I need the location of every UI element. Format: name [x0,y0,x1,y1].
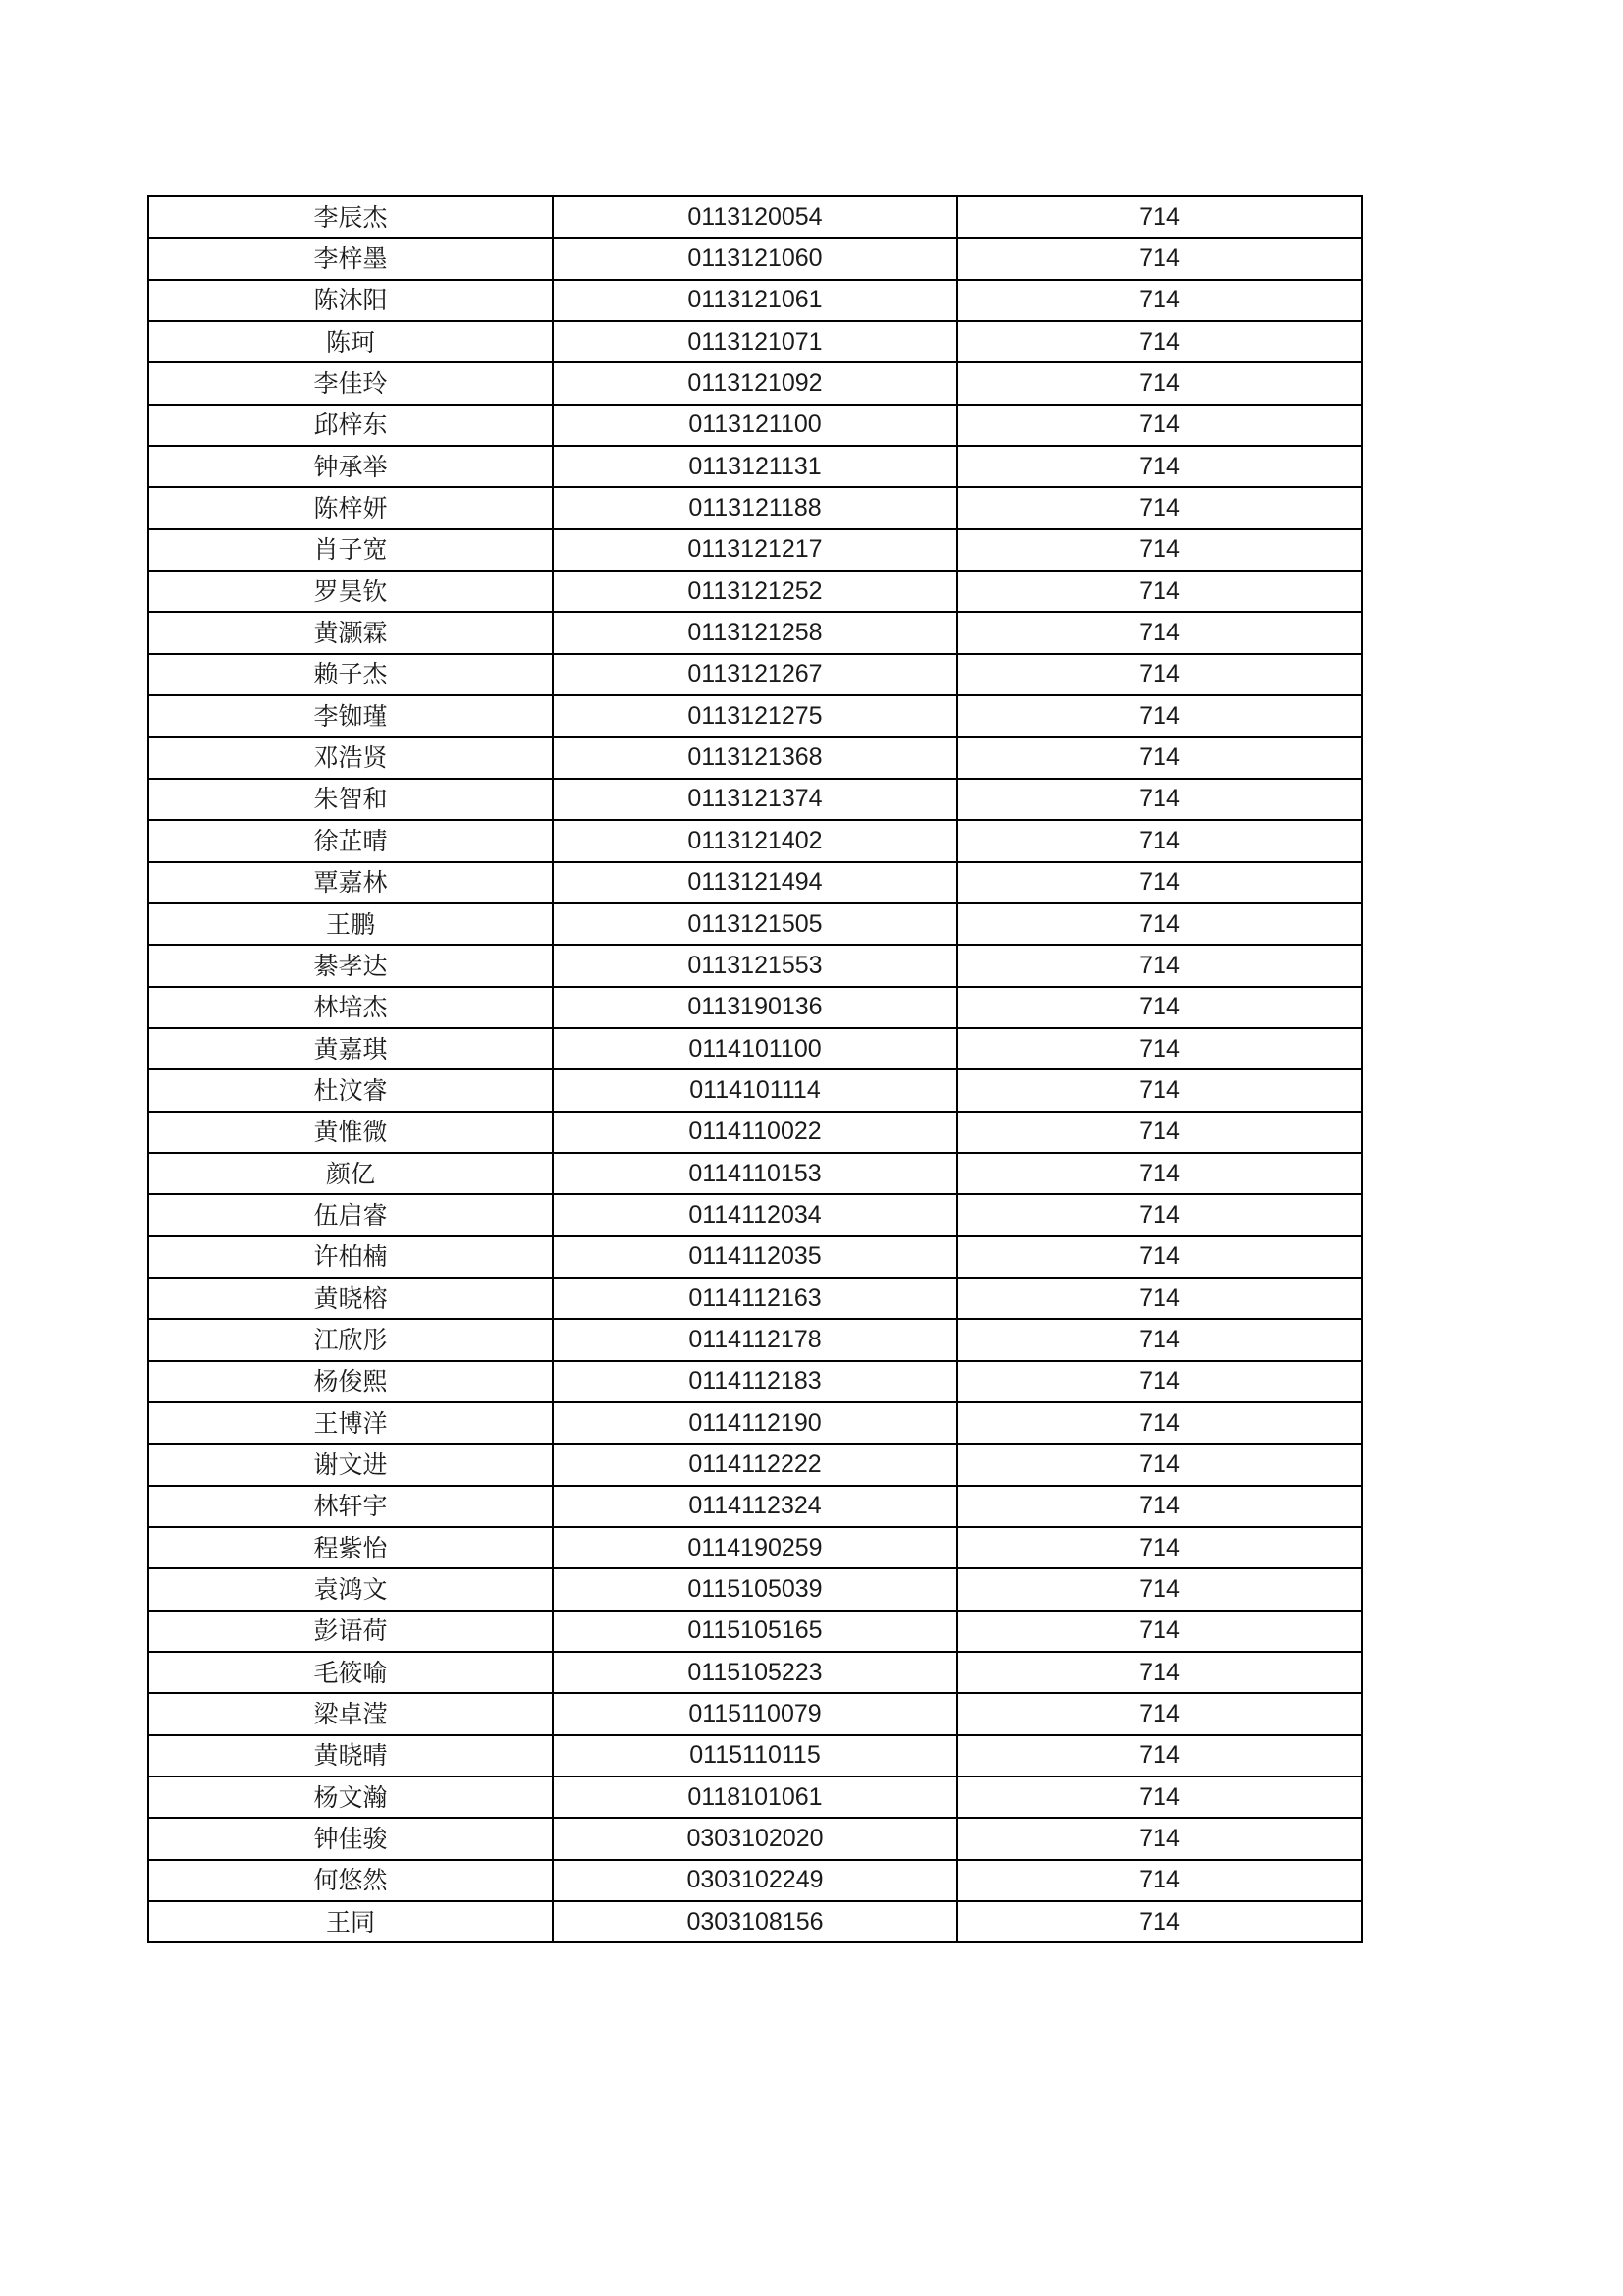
student-id-cell: 0113121092 [553,362,957,404]
student-id-cell: 0113120054 [553,196,957,238]
table-row [148,1069,1362,1111]
score-cell: 714 [957,1361,1362,1402]
table-row [148,1777,1362,1818]
table-row [148,695,1362,737]
table-row [148,903,1362,945]
student-id-cell: 0113121275 [553,695,957,737]
score-cell: 714 [957,487,1362,528]
student-name-cell: 彭语荷 [148,1611,553,1652]
score-cell: 714 [957,1319,1362,1360]
table-row [148,1278,1362,1319]
table-row [148,1444,1362,1485]
student-name-cell: 陈沐阳 [148,280,553,321]
table-row [148,1901,1362,1942]
score-cell: 714 [957,446,1362,487]
student-id-cell: 0113121494 [553,862,957,903]
table-row [148,612,1362,653]
score-cell: 714 [957,862,1362,903]
student-id-cell: 0113121553 [553,945,957,986]
student-id-cell: 0115105165 [553,1611,957,1652]
table-row [148,737,1362,778]
student-name-cell: 毛筱喻 [148,1652,553,1693]
student-id-cell: 0113121188 [553,487,957,528]
table-row [148,362,1362,404]
table-row [148,1860,1362,1901]
student-name-cell: 王同 [148,1901,553,1942]
student-name-cell: 肖子宽 [148,529,553,571]
student-name-cell: 綦孝达 [148,945,553,986]
student-name-cell: 徐芷晴 [148,820,553,861]
student-name-cell: 钟承举 [148,446,553,487]
student-name-cell: 许柏楠 [148,1236,553,1278]
student-id-cell: 0114112178 [553,1319,957,1360]
table-row [148,820,1362,861]
student-name-cell: 谢文进 [148,1444,553,1485]
score-cell: 714 [957,779,1362,820]
table-row [148,571,1362,612]
student-id-cell: 0113121368 [553,737,957,778]
student-id-cell: 0114112163 [553,1278,957,1319]
table-row [148,1652,1362,1693]
table-row [148,238,1362,279]
student-id-cell: 0114112190 [553,1402,957,1444]
score-cell: 714 [957,1777,1362,1818]
student-name-cell: 林轩宇 [148,1486,553,1527]
table-row [148,654,1362,695]
score-cell: 714 [957,1568,1362,1610]
student-id-cell: 0114112183 [553,1361,957,1402]
score-cell: 714 [957,405,1362,446]
student-name-cell: 朱智和 [148,779,553,820]
score-cell: 714 [957,1527,1362,1568]
student-name-cell: 钟佳骏 [148,1818,553,1859]
student-id-cell: 0303108156 [553,1901,957,1942]
score-cell: 714 [957,1402,1362,1444]
student-id-cell: 0114112222 [553,1444,957,1485]
score-cell: 714 [957,820,1362,861]
score-cell: 714 [957,1486,1362,1527]
student-id-cell: 0114101100 [553,1028,957,1069]
table-row [148,487,1362,528]
student-id-cell: 0114112035 [553,1236,957,1278]
student-id-cell: 0113121217 [553,529,957,571]
student-name-cell: 陈梓妍 [148,487,553,528]
student-name-cell: 杜汶睿 [148,1069,553,1111]
score-cell: 714 [957,1444,1362,1485]
student-name-cell: 邓浩贤 [148,737,553,778]
student-id-cell: 0113190136 [553,987,957,1028]
student-name-cell: 王鹏 [148,903,553,945]
student-id-cell: 0113121131 [553,446,957,487]
table-row [148,1236,1362,1278]
score-cell: 714 [957,1901,1362,1942]
table-row [148,321,1362,362]
table-row [148,1153,1362,1194]
student-name-cell: 陈珂 [148,321,553,362]
student-name-cell: 伍启睿 [148,1194,553,1235]
score-cell: 714 [957,945,1362,986]
student-id-cell: 0115105223 [553,1652,957,1693]
student-name-cell: 覃嘉林 [148,862,553,903]
student-name-cell: 黄晓榕 [148,1278,553,1319]
score-table [147,195,1363,1943]
table-row [148,987,1362,1028]
student-id-cell: 0113121060 [553,238,957,279]
table-row [148,1693,1362,1734]
score-cell: 714 [957,238,1362,279]
table-row [148,1194,1362,1235]
score-cell: 714 [957,529,1362,571]
student-name-cell: 黄嘉琪 [148,1028,553,1069]
score-cell: 714 [957,1611,1362,1652]
score-cell: 714 [957,1278,1362,1319]
student-id-cell: 0113121100 [553,405,957,446]
score-cell: 714 [957,571,1362,612]
student-id-cell: 0113121402 [553,820,957,861]
student-id-cell: 0114110153 [553,1153,957,1194]
student-id-cell: 0113121258 [553,612,957,653]
student-name-cell: 何悠然 [148,1860,553,1901]
score-cell: 714 [957,1153,1362,1194]
student-name-cell: 李梓墨 [148,238,553,279]
table-row [148,862,1362,903]
student-id-cell: 0113121071 [553,321,957,362]
student-id-cell: 0113121061 [553,280,957,321]
table-row [148,446,1362,487]
score-cell: 714 [957,695,1362,737]
score-cell: 714 [957,1112,1362,1153]
student-id-cell: 0114112324 [553,1486,957,1527]
score-cell: 714 [957,1236,1362,1278]
table-row [148,1486,1362,1527]
table-row [148,1319,1362,1360]
table-row [148,1361,1362,1402]
score-cell: 714 [957,321,1362,362]
student-name-cell: 李铷瑾 [148,695,553,737]
student-name-cell: 邱梓东 [148,405,553,446]
student-id-cell: 0303102249 [553,1860,957,1901]
table-row [148,529,1362,571]
table-row [148,945,1362,986]
score-cell: 714 [957,196,1362,238]
score-cell: 714 [957,1860,1362,1901]
student-name-cell: 黄灏霖 [148,612,553,653]
student-id-cell: 0113121252 [553,571,957,612]
score-cell: 714 [957,1652,1362,1693]
student-name-cell: 林培杰 [148,987,553,1028]
score-cell: 714 [957,1693,1362,1734]
table-row [148,196,1362,238]
student-name-cell: 黄晓晴 [148,1735,553,1777]
student-name-cell: 黄惟微 [148,1112,553,1153]
score-cell: 714 [957,987,1362,1028]
student-name-cell: 杨俊熙 [148,1361,553,1402]
table-row [148,1818,1362,1859]
table-row [148,1568,1362,1610]
score-cell: 714 [957,1735,1362,1777]
student-id-cell: 0115110115 [553,1735,957,1777]
table-row [148,405,1362,446]
student-id-cell: 0114190259 [553,1527,957,1568]
student-name-cell: 罗昊钦 [148,571,553,612]
score-cell: 714 [957,1194,1362,1235]
score-cell: 714 [957,612,1362,653]
score-cell: 714 [957,280,1362,321]
student-name-cell: 颜亿 [148,1153,553,1194]
table-row [148,1112,1362,1153]
student-name-cell: 李佳玲 [148,362,553,404]
student-name-cell: 梁卓滢 [148,1693,553,1734]
table-row [148,779,1362,820]
score-table-body [148,196,1362,1942]
student-name-cell: 袁鸿文 [148,1568,553,1610]
student-id-cell: 0115110079 [553,1693,957,1734]
student-name-cell: 李辰杰 [148,196,553,238]
student-id-cell: 0113121505 [553,903,957,945]
student-id-cell: 0114110022 [553,1112,957,1153]
student-id-cell: 0303102020 [553,1818,957,1859]
score-cell: 714 [957,654,1362,695]
score-cell: 714 [957,1028,1362,1069]
score-cell: 714 [957,903,1362,945]
table-row [148,1527,1362,1568]
student-name-cell: 程紫怡 [148,1527,553,1568]
student-name-cell: 杨文瀚 [148,1777,553,1818]
table-row [148,1402,1362,1444]
table-row [148,1735,1362,1777]
table-row [148,280,1362,321]
score-cell: 714 [957,362,1362,404]
student-id-cell: 0115105039 [553,1568,957,1610]
student-name-cell: 王博洋 [148,1402,553,1444]
student-id-cell: 0114112034 [553,1194,957,1235]
score-cell: 714 [957,1069,1362,1111]
score-cell: 714 [957,1818,1362,1859]
table-row [148,1028,1362,1069]
table-row [148,1611,1362,1652]
score-cell: 714 [957,737,1362,778]
student-id-cell: 0114101114 [553,1069,957,1111]
student-id-cell: 0113121267 [553,654,957,695]
student-name-cell: 江欣彤 [148,1319,553,1360]
student-id-cell: 0113121374 [553,779,957,820]
student-name-cell: 赖子杰 [148,654,553,695]
student-id-cell: 0118101061 [553,1777,957,1818]
